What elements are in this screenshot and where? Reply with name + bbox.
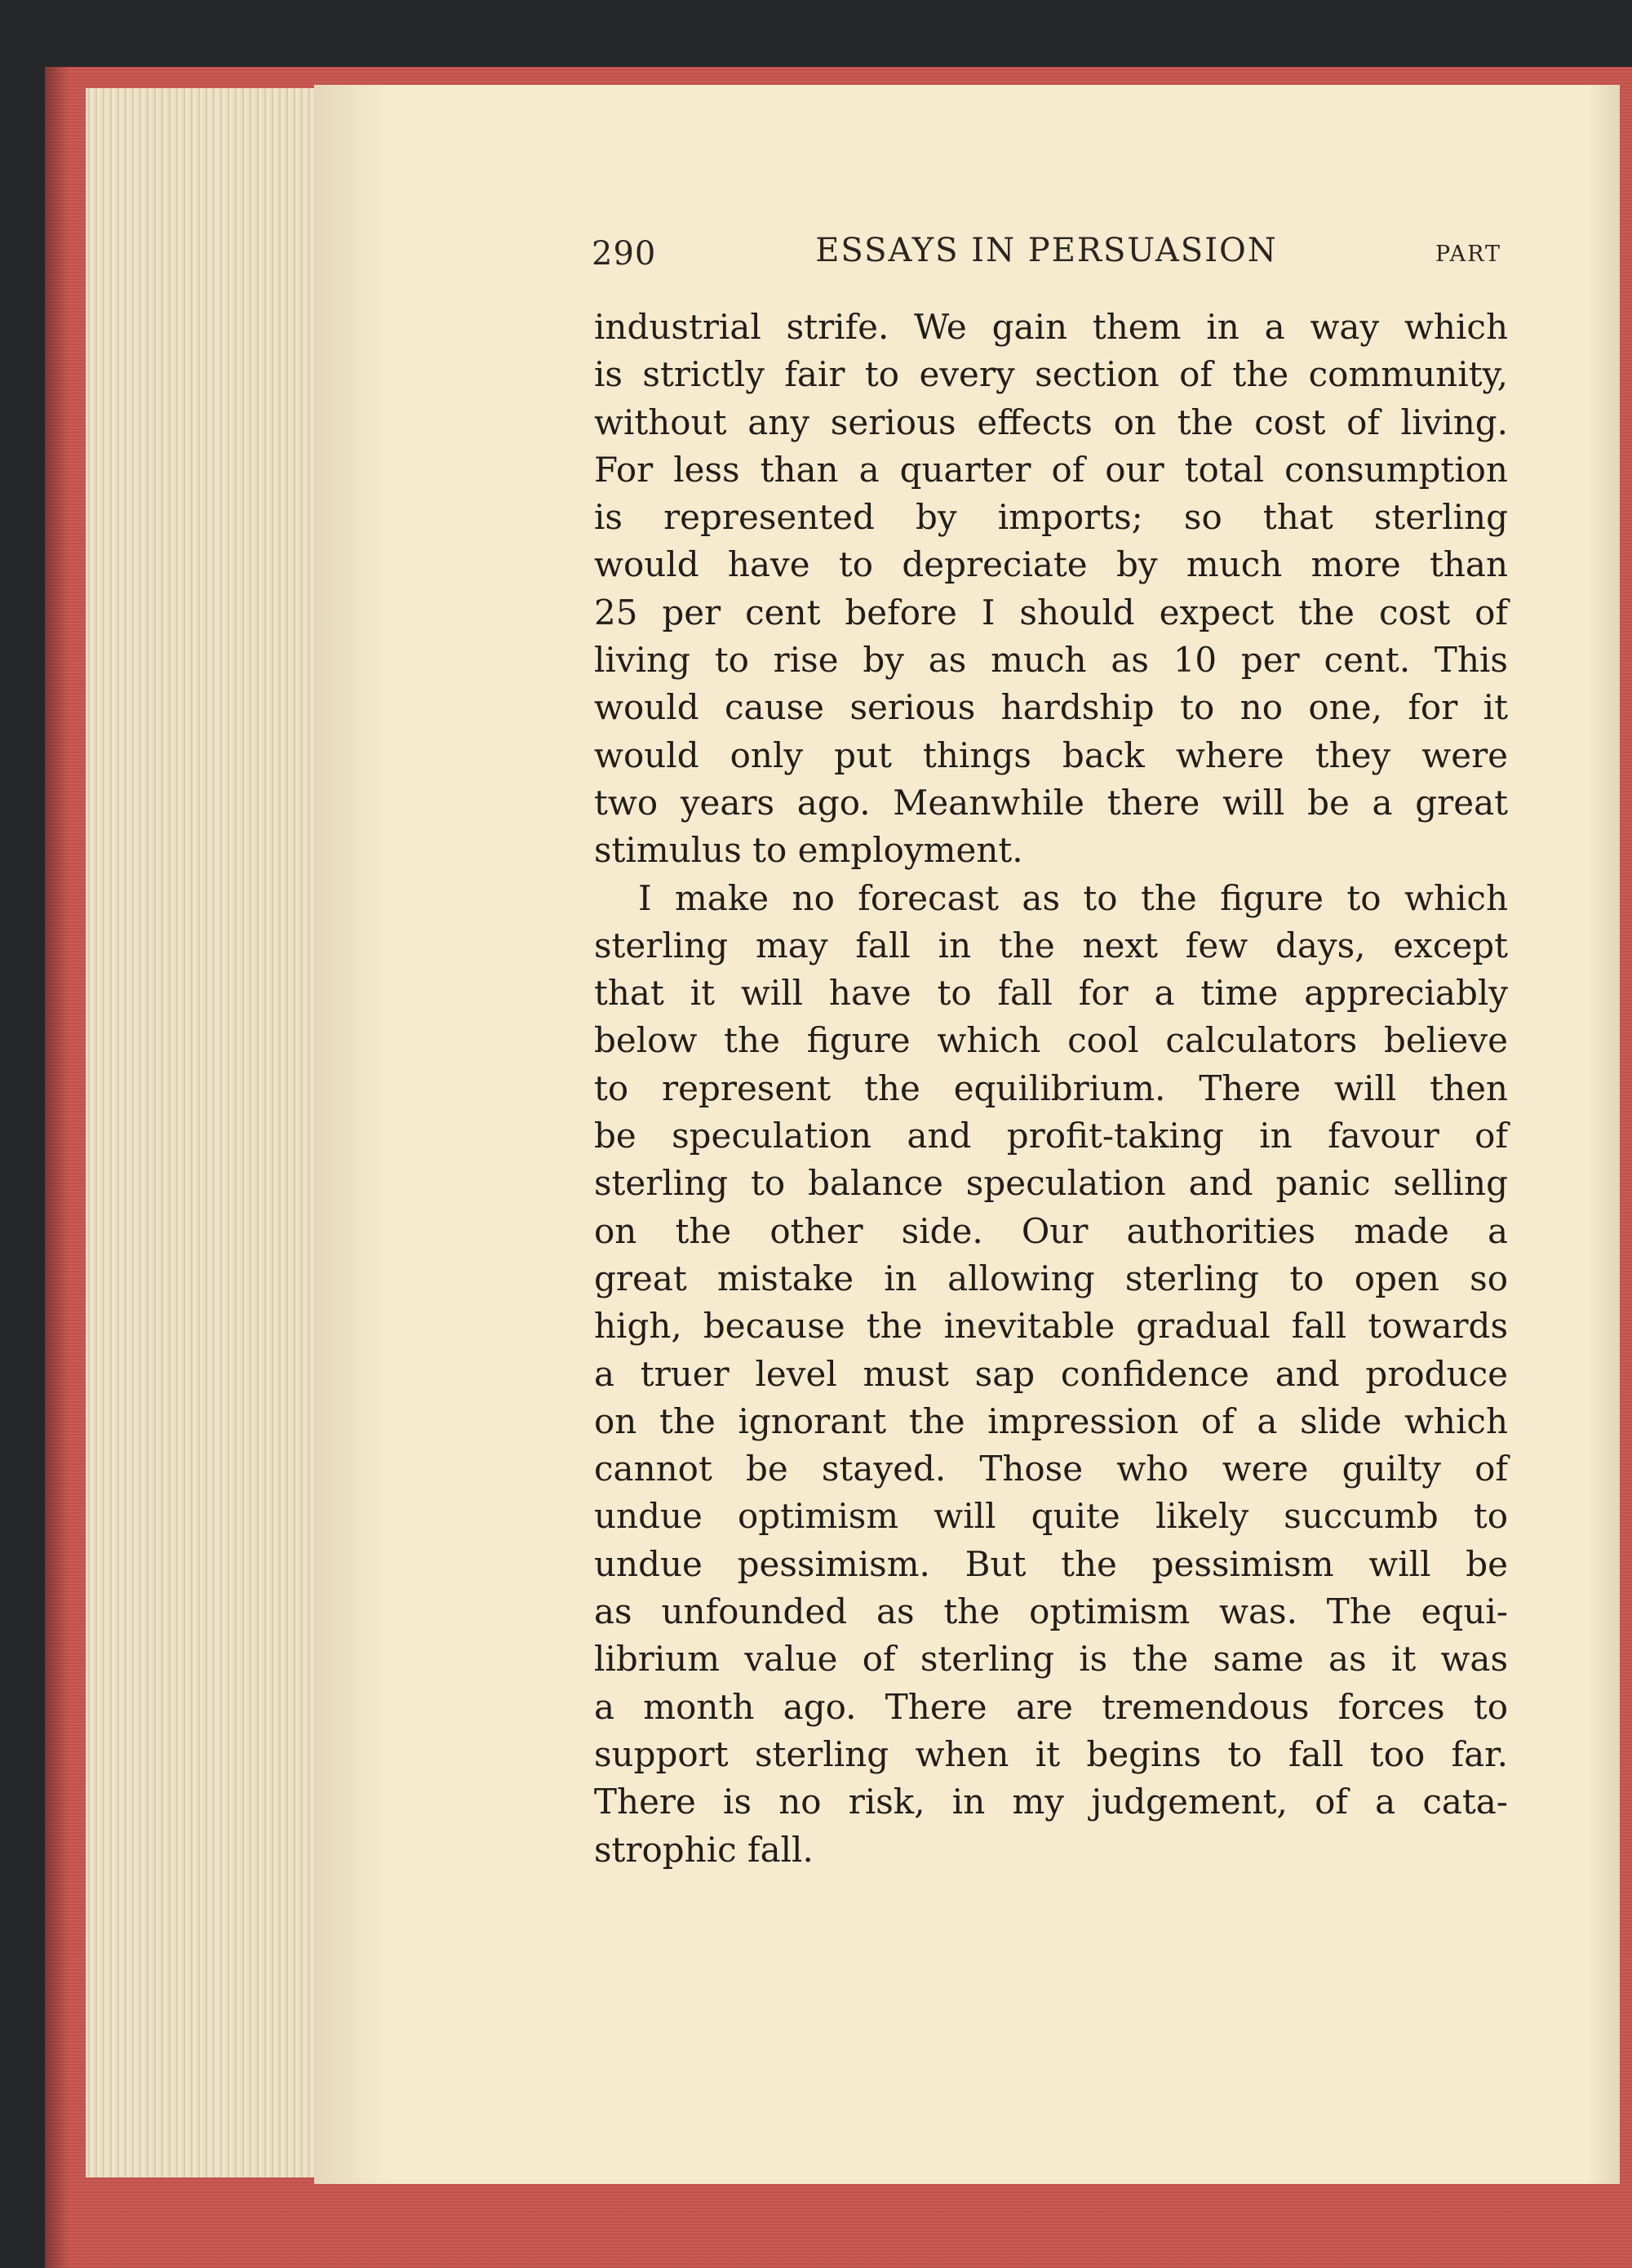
text-line: a month ago. There are tremendous forces to	[594, 1686, 1508, 1727]
text-line: undue optimism will quite likely succumb to	[594, 1496, 1508, 1537]
text-line: great mistake in allowing sterling to open so	[594, 1258, 1508, 1298]
running-head	[592, 232, 1501, 281]
text-line: would only put things back where they were	[594, 735, 1508, 775]
text-line: would cause serious hardship to no one, for it	[594, 687, 1508, 728]
text-line: below the figure which cool calculators believe	[594, 1020, 1508, 1061]
text-line: stimulus to employment.	[594, 830, 1023, 871]
text-line: is represented by imports; so that sterling	[594, 497, 1508, 538]
cover-shadow	[45, 67, 69, 2268]
page-number: 290	[592, 235, 657, 273]
text-line: sterling may fall in the next few days, except	[594, 925, 1508, 965]
text-line: a truer level must sap confidence and produce	[594, 1353, 1508, 1394]
text-line: on the other side. Our authorities made a	[594, 1210, 1508, 1251]
text-line: two years ago. Meanwhile there will be a great	[594, 782, 1508, 823]
body-text	[594, 304, 1508, 1874]
text-line: For less than a quarter of our total consumption	[594, 449, 1508, 490]
text-line: undue pessimism. But the pessimism will be	[594, 1543, 1508, 1584]
text-line: sterling to balance speculation and panic selling	[594, 1163, 1508, 1204]
text-line: to represent the equilibrium. There will then	[594, 1067, 1508, 1108]
text-line: strophic fall.	[594, 1829, 814, 1870]
text-line: be speculation and profit-taking in favour of	[594, 1116, 1508, 1156]
text-line: 25 per cent before I should expect the cost of	[594, 592, 1508, 632]
text-line: support sterling when it begins to fall too far.	[594, 1733, 1508, 1774]
text-line: high, because the inevitable gradual fall towards	[594, 1306, 1508, 1347]
text-line: on the ignorant the impression of a slide which	[594, 1400, 1508, 1441]
text-line: is strictly fair to every section of the community,	[594, 354, 1508, 395]
text-line: that it will have to fall for a time appreciably	[594, 973, 1508, 1014]
text-line: as unfounded as the optimism was. The equi-	[594, 1591, 1508, 1632]
text-line: librium value of sterling is the same as it was	[594, 1639, 1508, 1680]
text-line: There is no risk, in my judgement, of a cata-	[594, 1782, 1508, 1822]
text-line: industrial strife. We gain them in a way which	[594, 307, 1508, 347]
text-line: would have to depreciate by much more than	[594, 544, 1508, 585]
text-line: living to rise by as much as 10 per cent. This	[594, 640, 1508, 681]
text-line: I make no forecast as to the figure to which	[638, 877, 1508, 918]
part-label: PART	[1435, 242, 1501, 267]
text-line: cannot be stayed. Those who were guilty of	[594, 1449, 1508, 1489]
text-line: without any serious effects on the cost of living.	[594, 402, 1508, 442]
page-edges	[86, 88, 322, 2177]
running-title: ESSAYS IN PERSUASION	[815, 232, 1278, 269]
